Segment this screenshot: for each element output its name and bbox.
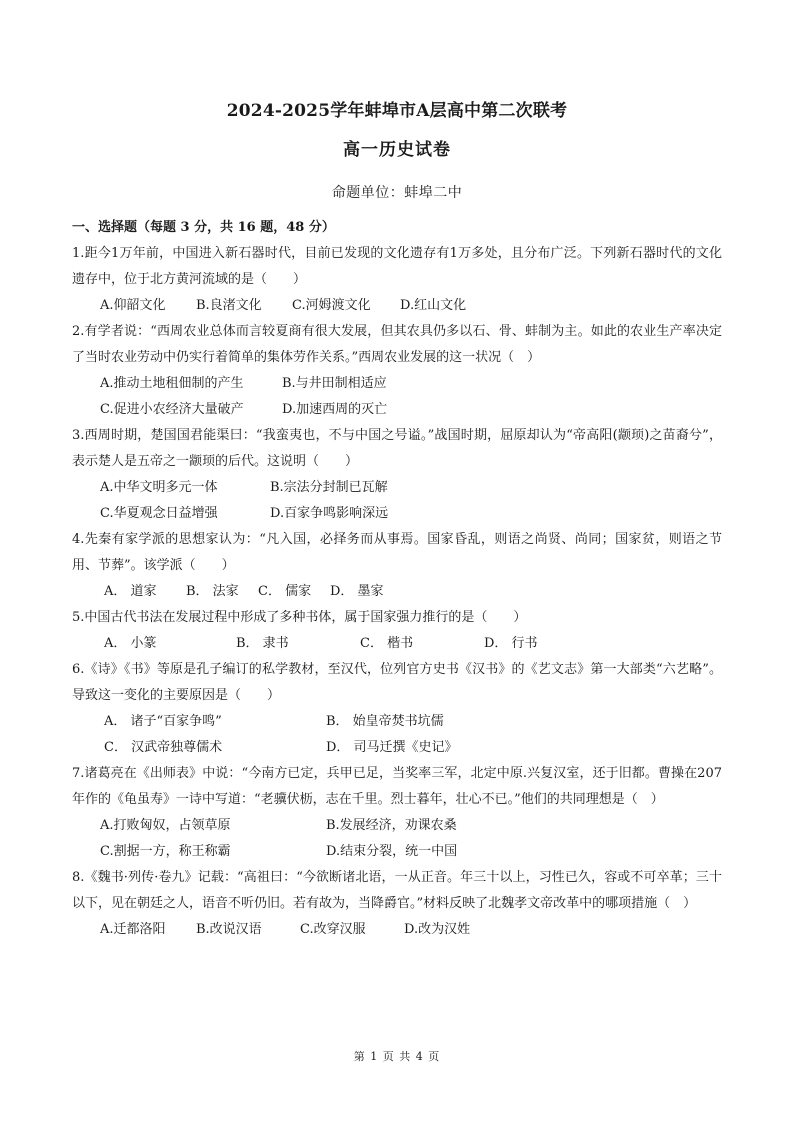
question-1-stem: 1.距今1万年前，中国进入新石器时代，目前已发现的文化遗存有1万多处，且分布广泛。下列新石器时代的文化遗存中，位于北方黄河流域的是（ ）	[72, 246, 722, 287]
section-title: 一、选择题（每题 3 分，共 16 题，48 分）	[72, 220, 335, 235]
question-7-option-a: A.打败匈奴，占领草原	[100, 818, 231, 833]
question-4-options	[72, 579, 722, 605]
question-4-option-b: B． 法家	[186, 584, 239, 599]
question-1-option-c: C.河姆渡文化	[292, 298, 371, 313]
question-7-option-d: D.结束分裂，统一中国	[326, 844, 458, 859]
question-4-stem: 4.先秦有家学派的思想家认为：“凡入国，必择务而从事焉。国家昏乱，则语之尚贤、尚同；国家贫，则语之节用、节葬”。该学派（ ）	[72, 532, 722, 573]
question-5-option-d: D． 行书	[484, 636, 538, 651]
question-3-option-c: C.华夏观念日益增强	[100, 506, 218, 521]
question-4-option-a: A． 道家	[104, 584, 157, 599]
question-3-option-a: A.中华文明多元一体	[100, 480, 218, 495]
question-3-option-b: B.宗法分封制已瓦解	[270, 480, 388, 495]
question-7-stem: 7.诸葛亮在《出师表》中说：“今南方已定，兵甲已足，当奖率三军，北定中原.兴复汉室，还于旧都。曹操在207年作的《龟虽寿》一诗中写道：“老骥伏枥，志在千里。烈士暮年，壮心不已。”他们的共同理想是（ ）	[72, 766, 722, 807]
question-1-options	[72, 293, 722, 319]
question-6-options-row1	[72, 709, 722, 735]
question-8-option-b: B.改说汉语	[196, 922, 262, 937]
question-6-option-c: C． 汉武帝独尊儒术	[104, 740, 223, 755]
question-1-option-d: D.红山文化	[400, 298, 467, 313]
question-8-option-a: A.迁都洛阳	[100, 922, 166, 937]
question-8-options	[72, 917, 722, 943]
question-5-stem: 5.中国古代书法在发展过程中形成了多种书体，属于国家强力推行的是（ ）	[72, 610, 527, 625]
question-5-option-a: A． 小篆	[104, 636, 157, 651]
question-2-option-c: C.促进小农经济大量破产	[100, 402, 244, 417]
exam-subtitle: 高一历史试卷	[343, 140, 451, 160]
question-2-option-d: D.加速西周的灭亡	[282, 402, 388, 417]
question-6-option-b: B． 始皇帝焚书坑儒	[326, 714, 444, 729]
question-4-option-d: D． 墨家	[330, 584, 384, 599]
question-2-options-row2	[72, 397, 722, 423]
question-7-options-row1	[72, 813, 722, 839]
question-6-option-d: D． 司马迁撰《史记》	[326, 740, 458, 755]
question-5-option-b: B． 隶书	[236, 636, 289, 651]
question-5-option-c: C． 楷书	[360, 636, 414, 651]
question-6-option-a: A． 诸子“百家争鸣”	[104, 714, 222, 729]
question-1-option-a: A.仰韶文化	[100, 298, 166, 313]
question-4-option-c: C． 儒家	[258, 584, 312, 599]
question-3-option-d: D.百家争鸣影响深远	[270, 506, 389, 521]
question-3-stem: 3.西周时期，楚国国君能渠曰：“我蛮夷也，不与中国之号谥。”战国时期，屈原却认为“帝高阳(颛顼)之苗裔兮”，表示楚人是五帝之一颛顼的后代。这说明（ ）	[72, 428, 722, 469]
question-8-option-c: C.改穿汉服	[300, 922, 366, 937]
exam-content	[72, 215, 722, 943]
question-2-stem: 2.有学者说：“西周农业总体而言较夏商有很大发展，但其农具仍多以石、骨、蚌制为主。如此的农业生产率决定了当时农业劳动中仍实行着简单的集体劳作关系。”西周农业发展的这一状况（ ）	[72, 324, 722, 365]
question-8-stem: 8.《魏书·列传·卷九》记载：“高祖曰：“今欲断诸北语，一从正音。年三十以上，习性已久，容或不可卒革；三十以下，见在朝廷之人，语音不听仍旧。若有故为，当降爵官。”材料反映了北魏孝文帝改革中的哪项措施（ ）	[72, 870, 722, 911]
question-2-options-row1	[72, 371, 722, 397]
question-7-option-b: B.发展经济，劝课农桑	[326, 818, 457, 833]
question-7-options-row2	[72, 839, 722, 865]
question-3-options-row2	[72, 501, 722, 527]
question-6-stem: 6.《诗》《书》等原是孔子编订的私学教材，至汉代，位列官方史书《汉书》的《艺文志》第一大部类“六艺略”。导致这一变化的主要原因是（ ）	[72, 662, 722, 703]
question-3-options-row1	[72, 475, 722, 501]
question-7-option-c: C.割据一方，称王称霸	[100, 844, 231, 859]
question-5-options	[72, 631, 722, 657]
question-6-options-row2	[72, 735, 722, 761]
question-1-option-b: B.良渚文化	[196, 298, 262, 313]
exam-title: 2024-2025学年蚌埠市A层高中第二次联考	[226, 101, 568, 121]
exam-unit: 命题单位：蚌埠二中	[331, 185, 463, 201]
page-footer: 第 1 页 共 4 页	[353, 1050, 441, 1063]
question-2-option-b: B.与井田制相适应	[282, 376, 387, 391]
question-2-option-a: A.推动土地租佃制的产生	[100, 376, 244, 391]
question-8-option-d: D.改为汉姓	[404, 922, 471, 937]
